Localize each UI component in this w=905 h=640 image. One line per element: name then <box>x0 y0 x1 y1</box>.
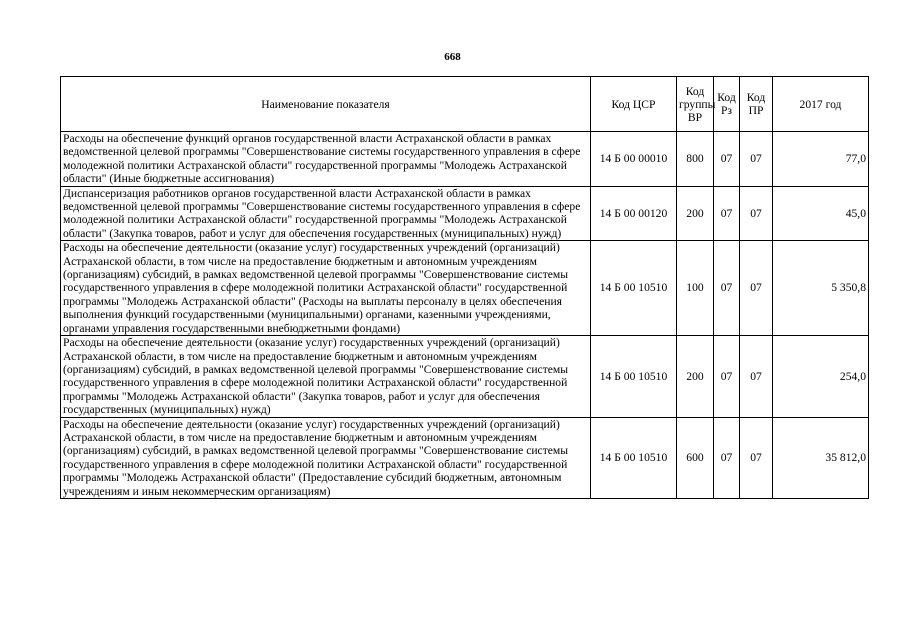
header-rz-line2: Рз <box>720 104 733 117</box>
table-header-row <box>61 77 869 132</box>
row-vr: 200 <box>677 336 714 417</box>
row-name: Расходы на обеспечение деятельности (оказание услуг) государственных учреждений (организаций) Астраханской области, в том числе на предоставление бюджетным и автономным учреждениям (организациям) субсидий, в рамках ведомственной целевой программы "Совершенствование системы государственного управления в сфере молодежной политики Астраханской области" государственной программы "Молодежь Астраханской области" (Расходы на выплаты персоналу в целях обеспечения выполнения функций государственными (муниципальными) органами, казенными учреждениями, органами управления государственными внебюджетными фондами) <box>61 241 591 336</box>
row-rz: 07 <box>714 336 740 417</box>
row-pr: 07 <box>740 132 773 187</box>
header-year: 2017 год <box>773 77 869 132</box>
table-row <box>61 186 869 241</box>
header-rz <box>714 77 740 132</box>
row-name: Расходы на обеспечение деятельности (оказание услуг) государственных учреждений (организаций) Астраханской области, в том числе на предоставление бюджетным и автономным учреждениям (организациям) субсидий, в рамках ведомственной целевой программы "Совершенствование системы государственного управления в сфере молодежной политики Астраханской области" государственной программы "Молодежь Астраханской области" (Закупка товаров, работ и услуг для обеспечения государственных (муниципальных) нужд) <box>61 336 591 417</box>
row-vr: 100 <box>677 241 714 336</box>
row-vr: 600 <box>677 417 714 498</box>
row-pr: 07 <box>740 336 773 417</box>
row-name: Расходы на обеспечение деятельности (оказание услуг) государственных учреждений (организаций) Астраханской области, в том числе на предоставление бюджетным и автономным учреждениям (организациям) субсидий, в рамках ведомственной целевой программы "Совершенствование системы государственного управления в сфере молодежной политики Астраханской области" государственной программы "Молодежь Астраханской области" (Предоставление субсидий бюджетным, автономным учреждениям и иным некоммерческим организациям) <box>61 417 591 498</box>
row-pr: 07 <box>740 417 773 498</box>
header-vr-line3: ВР <box>687 110 703 124</box>
row-csr: 14 Б 00 00120 <box>591 186 677 241</box>
table-row <box>61 336 869 417</box>
table-row <box>61 417 869 498</box>
row-rz: 07 <box>714 186 740 241</box>
header-vr-line1: Код <box>685 84 705 98</box>
row-pr: 07 <box>740 241 773 336</box>
row-amount: 77,0 <box>773 132 869 187</box>
row-amount: 35 812,0 <box>773 417 869 498</box>
header-vr <box>677 77 714 132</box>
header-pr-line1: Код <box>746 91 766 104</box>
header-name: Наименование показателя <box>61 77 591 132</box>
row-csr: 14 Б 00 00010 <box>591 132 677 187</box>
row-vr: 200 <box>677 186 714 241</box>
row-name: Диспансеризация работников органов государственной власти Астраханской области в рамках ведомственной целевой программы "Совершенствование системы государственного управления в сфере молодежной политики Астраханской области" государственной программы "Молодежь Астраханской области" (Закупка товаров, работ и услуг для обеспечения государственных (муниципальных) нужд) <box>61 186 591 241</box>
row-csr: 14 Б 00 10510 <box>591 417 677 498</box>
table-row <box>61 241 869 336</box>
table-row <box>61 132 869 187</box>
row-rz: 07 <box>714 241 740 336</box>
row-vr: 800 <box>677 132 714 187</box>
row-rz: 07 <box>714 417 740 498</box>
row-pr: 07 <box>740 186 773 241</box>
page-number: 668 <box>444 51 461 63</box>
row-amount: 5 350,8 <box>773 241 869 336</box>
header-vr-line2: группы <box>679 97 716 111</box>
row-csr: 14 Б 00 10510 <box>591 336 677 417</box>
header-csr: Код ЦСР <box>591 77 677 132</box>
row-rz: 07 <box>714 132 740 187</box>
budget-table <box>60 76 869 499</box>
row-amount: 45,0 <box>773 186 869 241</box>
header-pr-line2: ПР <box>748 104 764 117</box>
row-amount: 254,0 <box>773 336 869 417</box>
header-pr <box>740 77 773 132</box>
row-name: Расходы на обеспечение функций органов государственной власти Астраханской области в рамках ведомственной целевой программы "Совершенствование системы государственного управления в сфере молодежной политики Астраханской области" государственной программы "Молодежь Астраханской области" (Иные бюджетные ассигнования) <box>61 132 591 187</box>
row-csr: 14 Б 00 10510 <box>591 241 677 336</box>
header-rz-line1: Код <box>717 91 736 104</box>
